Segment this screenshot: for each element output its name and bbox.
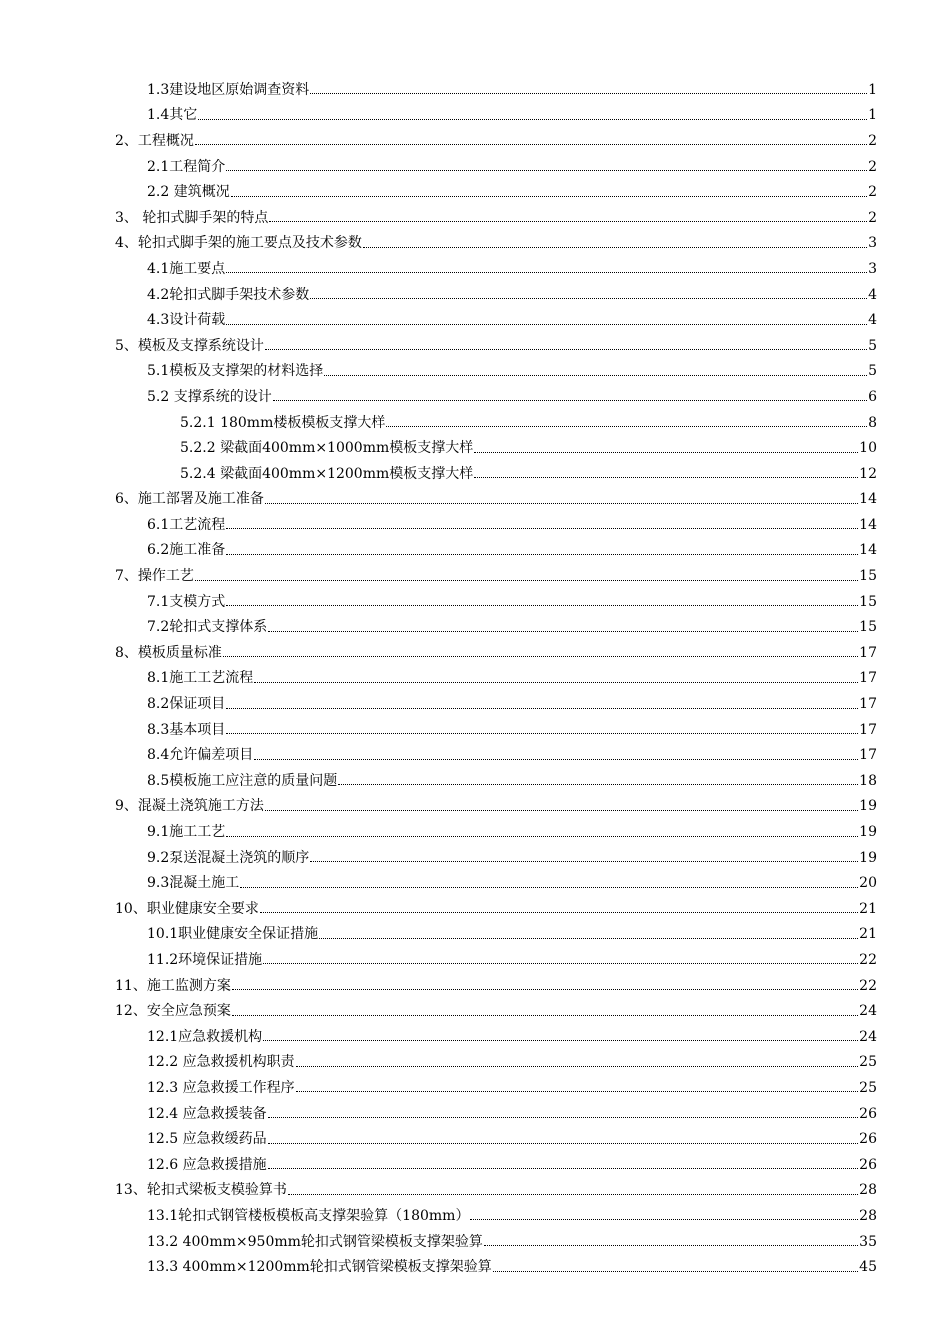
toc-entry-page-number: 5	[868, 363, 877, 380]
toc-entry-title: 10.1职业健康安全保证措施	[147, 926, 319, 943]
toc-entry-title: 6.2施工准备	[147, 542, 226, 559]
toc-dot-leader	[231, 196, 867, 197]
toc-entry[interactable]	[0, 410, 950, 436]
toc-dot-leader	[226, 836, 858, 837]
toc-entry-page-number: 2	[868, 184, 877, 201]
toc-entry-title: 7.2轮扣式支撑体系	[147, 619, 268, 636]
toc-dot-leader	[223, 656, 858, 657]
toc-entry-page-number: 45	[859, 1259, 877, 1276]
toc-entry-title: 5.2 支撑系统的设计	[147, 388, 272, 405]
toc-entry[interactable]	[0, 1101, 950, 1127]
toc-dot-leader	[254, 759, 858, 760]
toc-entry-title: 9.3混凝土施工	[147, 875, 240, 892]
toc-entry-title: 2、工程概况	[115, 132, 194, 149]
toc-entry-title: 11.2环境保证措施	[147, 951, 263, 968]
toc-dot-leader	[226, 272, 867, 273]
toc-entry-page-number: 25	[859, 1054, 877, 1071]
toc-entry-title: 13.2 400mm×950mm轮扣式钢管梁模板支撑架验算	[147, 1233, 483, 1250]
toc-entry-page-number: 15	[859, 619, 877, 636]
toc-entry-title: 7.1支模方式	[147, 593, 226, 610]
toc-entry[interactable]	[0, 666, 950, 692]
toc-dot-leader	[226, 528, 858, 529]
toc-entry-page-number: 26	[859, 1105, 877, 1122]
toc-entry-title: 5.2.2 梁截面400mm×1000mm模板支撑大样	[180, 440, 474, 457]
toc-entry-title: 1.3建设地区原始调查资料	[147, 81, 310, 98]
toc-entry-page-number: 6	[868, 388, 877, 405]
toc-entry-title: 5.2.1 180mm楼板模板支撑大样	[180, 414, 386, 431]
toc-entry-page-number: 18	[859, 772, 877, 789]
toc-entry-title: 11、施工监测方案	[115, 977, 231, 994]
toc-entry[interactable]	[0, 359, 950, 385]
toc-dot-leader	[195, 144, 867, 145]
toc-entry-page-number: 15	[859, 568, 877, 585]
toc-dot-leader	[296, 1066, 859, 1067]
toc-entry-title: 8.1施工工艺流程	[147, 670, 254, 687]
toc-entry-page-number: 12	[859, 465, 877, 482]
toc-dot-leader	[263, 1040, 858, 1041]
toc-entry-title: 5、模板及支撑系统设计	[115, 337, 264, 354]
toc-entry-title: 13.3 400mm×1200mm轮扣式钢管梁模板支撑架验算	[147, 1259, 492, 1276]
toc-entry-page-number: 2	[868, 132, 877, 149]
toc-entry[interactable]	[0, 179, 950, 205]
toc-entry-page-number: 22	[859, 951, 877, 968]
toc-entry-title: 3、 轮扣式脚手架的特点	[115, 209, 269, 226]
toc-entry[interactable]	[0, 103, 950, 129]
toc-entry[interactable]	[0, 640, 950, 666]
toc-entry[interactable]	[0, 1075, 950, 1101]
toc-dot-leader	[268, 1168, 859, 1169]
toc-entry-title: 13、轮扣式梁板支模验算书	[115, 1182, 287, 1199]
toc-entry[interactable]	[0, 205, 950, 231]
toc-entry[interactable]	[0, 563, 950, 589]
toc-entry-page-number: 17	[859, 747, 877, 764]
toc-entry[interactable]	[0, 538, 950, 564]
toc-entry-title: 2.1工程简介	[147, 158, 226, 175]
toc-dot-leader	[484, 1245, 858, 1246]
toc-dot-leader	[474, 477, 858, 478]
toc-dot-leader	[198, 119, 867, 120]
toc-entry-title: 9.2泵送混凝土浇筑的顺序	[147, 849, 310, 866]
toc-entry[interactable]	[0, 922, 950, 948]
toc-entry[interactable]	[0, 512, 950, 538]
toc-dot-leader	[240, 887, 858, 888]
toc-dot-leader	[263, 963, 858, 964]
toc-entry-page-number: 14	[859, 516, 877, 533]
toc-entry[interactable]	[0, 947, 950, 973]
toc-dot-leader	[268, 631, 858, 632]
toc-entry-page-number: 5	[868, 337, 877, 354]
toc-entry-page-number: 15	[859, 593, 877, 610]
toc-dot-leader	[288, 1194, 858, 1195]
toc-entry-page-number: 22	[859, 977, 877, 994]
toc-entry-title: 12.3 应急救援工作程序	[147, 1079, 295, 1096]
toc-entry[interactable]	[0, 282, 950, 308]
toc-entry-page-number: 21	[859, 900, 877, 917]
toc-dot-leader	[296, 1091, 859, 1092]
toc-entry-page-number: 19	[859, 798, 877, 815]
toc-entry[interactable]	[0, 333, 950, 359]
toc-entry[interactable]	[0, 819, 950, 845]
toc-entry[interactable]	[0, 154, 950, 180]
toc-entry[interactable]	[0, 435, 950, 461]
toc-entry[interactable]	[0, 1229, 950, 1255]
toc-entry-title: 4.3设计荷载	[147, 312, 226, 329]
toc-entry-title: 6、施工部署及施工准备	[115, 491, 264, 508]
toc-entry-title: 5.1模板及支撑架的材料选择	[147, 363, 324, 380]
toc-entry[interactable]	[0, 77, 950, 103]
toc-entry-page-number: 14	[859, 542, 877, 559]
toc-entry-title: 8.5模板施工应注意的质量问题	[147, 772, 338, 789]
toc-entry-page-number: 25	[859, 1079, 877, 1096]
toc-entry[interactable]	[0, 231, 950, 257]
toc-entry-page-number: 2	[868, 158, 877, 175]
toc-entry[interactable]	[0, 845, 950, 871]
toc-entry-title: 8.2保证项目	[147, 696, 226, 713]
toc-entry-title: 12.5 应急救缓药品	[147, 1131, 267, 1148]
toc-entry[interactable]	[0, 1203, 950, 1229]
toc-entry[interactable]	[0, 128, 950, 154]
toc-dot-leader	[338, 784, 858, 785]
toc-dot-leader	[470, 1219, 858, 1220]
toc-entry-page-number: 28	[859, 1182, 877, 1199]
toc-dot-leader	[265, 810, 858, 811]
toc-entry-title: 8、模板质量标准	[115, 644, 222, 661]
toc-dot-leader	[493, 1271, 858, 1272]
toc-dot-leader	[319, 938, 858, 939]
toc-entry-title: 13.1轮扣式钢管楼板模板高支撑架验算（180mm）	[147, 1207, 470, 1224]
toc-entry[interactable]	[0, 307, 950, 333]
toc-dot-leader	[265, 503, 858, 504]
toc-dot-leader	[226, 733, 858, 734]
toc-entry[interactable]	[0, 589, 950, 615]
toc-entry[interactable]	[0, 1152, 950, 1178]
toc-entry-title: 12.1应急救援机构	[147, 1028, 263, 1045]
toc-entry-page-number: 19	[859, 824, 877, 841]
toc-entry-page-number: 1	[868, 81, 877, 98]
toc-dot-leader	[265, 349, 867, 350]
toc-entry[interactable]	[0, 973, 950, 999]
toc-entry-page-number: 10	[859, 440, 877, 457]
toc-entry[interactable]	[0, 717, 950, 743]
toc-entry-title: 9.1施工工艺	[147, 824, 226, 841]
toc-entry-page-number: 3	[868, 260, 877, 277]
toc-entry-page-number: 26	[859, 1156, 877, 1173]
toc-entry-page-number: 19	[859, 849, 877, 866]
toc-dot-leader	[260, 912, 858, 913]
toc-entry-page-number: 20	[859, 875, 877, 892]
toc-dot-leader	[269, 221, 867, 222]
toc-entry[interactable]	[0, 1050, 950, 1076]
toc-entry[interactable]	[0, 487, 950, 513]
toc-entry-page-number: 35	[859, 1233, 877, 1250]
toc-entry[interactable]	[0, 1024, 950, 1050]
toc-dot-leader	[254, 682, 858, 683]
toc-entry[interactable]	[0, 1126, 950, 1152]
toc-dot-leader	[474, 452, 858, 453]
toc-entry-page-number: 17	[859, 696, 877, 713]
toc-entry[interactable]	[0, 1254, 950, 1280]
toc-dot-leader	[268, 1117, 859, 1118]
toc-entry-page-number: 1	[868, 107, 877, 124]
toc-entry-page-number: 4	[868, 312, 877, 329]
toc-dot-leader	[226, 554, 858, 555]
toc-entry-title: 4、轮扣式脚手架的施工要点及技术参数	[115, 235, 362, 252]
table-of-contents	[0, 77, 950, 1280]
toc-dot-leader	[226, 708, 858, 709]
toc-entry-page-number: 26	[859, 1131, 877, 1148]
toc-entry-title: 6.1工艺流程	[147, 516, 226, 533]
toc-entry[interactable]	[0, 998, 950, 1024]
toc-entry-title: 12.6 应急救援措施	[147, 1156, 267, 1173]
toc-dot-leader	[232, 1015, 858, 1016]
toc-dot-leader	[195, 580, 858, 581]
toc-entry-page-number: 14	[859, 491, 877, 508]
toc-entry-page-number: 17	[859, 721, 877, 738]
toc-entry-title: 12.4 应急救援装备	[147, 1105, 267, 1122]
toc-entry[interactable]	[0, 691, 950, 717]
toc-dot-leader	[386, 426, 867, 427]
toc-entry-title: 1.4其它	[147, 107, 198, 124]
toc-entry[interactable]	[0, 742, 950, 768]
toc-entry-title: 9、混凝土浇筑施工方法	[115, 798, 264, 815]
toc-dot-leader	[273, 400, 867, 401]
toc-dot-leader	[226, 324, 867, 325]
toc-entry-page-number: 4	[868, 286, 877, 303]
toc-entry-title: 5.2.4 梁截面400mm×1200mm模板支撑大样	[180, 465, 474, 482]
toc-entry-page-number: 17	[859, 670, 877, 687]
toc-dot-leader	[310, 298, 867, 299]
toc-entry-title: 8.4允许偏差项目	[147, 747, 254, 764]
toc-dot-leader	[324, 375, 867, 376]
toc-entry-title: 7、操作工艺	[115, 568, 194, 585]
toc-entry[interactable]	[0, 614, 950, 640]
toc-entry-title: 4.2轮扣式脚手架技术参数	[147, 286, 310, 303]
toc-dot-leader	[226, 170, 867, 171]
toc-entry-page-number: 24	[859, 1003, 877, 1020]
toc-entry-page-number: 21	[859, 926, 877, 943]
toc-entry-title: 10、职业健康安全要求	[115, 900, 259, 917]
toc-dot-leader	[310, 861, 858, 862]
toc-entry-page-number: 3	[868, 235, 877, 252]
toc-dot-leader	[226, 605, 858, 606]
toc-entry-title: 12、安全应急预案	[115, 1003, 231, 1020]
toc-entry[interactable]	[0, 794, 950, 820]
toc-entry-title: 2.2 建筑概况	[147, 184, 230, 201]
toc-entry[interactable]	[0, 896, 950, 922]
toc-dot-leader	[268, 1143, 859, 1144]
toc-entry[interactable]	[0, 461, 950, 487]
toc-entry-title: 12.2 应急救援机构职责	[147, 1054, 295, 1071]
toc-entry-page-number: 8	[868, 414, 877, 431]
toc-entry[interactable]	[0, 870, 950, 896]
toc-dot-leader	[310, 93, 867, 94]
toc-entry-title: 8.3基本项目	[147, 721, 226, 738]
toc-entry[interactable]	[0, 384, 950, 410]
toc-entry[interactable]	[0, 256, 950, 282]
toc-entry-page-number: 2	[868, 209, 877, 226]
toc-entry-title: 4.1施工要点	[147, 260, 226, 277]
toc-entry-page-number: 24	[859, 1028, 877, 1045]
toc-dot-leader	[232, 989, 858, 990]
toc-dot-leader	[363, 247, 867, 248]
toc-entry[interactable]	[0, 768, 950, 794]
toc-entry[interactable]	[0, 1178, 950, 1204]
toc-entry-page-number: 28	[859, 1207, 877, 1224]
toc-entry-page-number: 17	[859, 644, 877, 661]
